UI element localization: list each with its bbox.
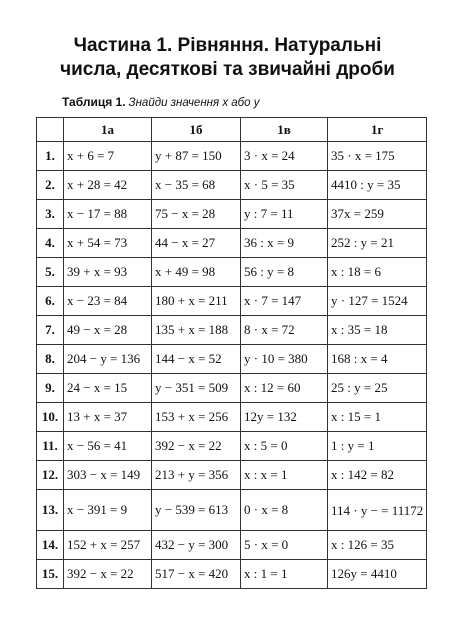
row-number: 2. bbox=[37, 171, 64, 200]
equation-cell: x · 7 = 147 bbox=[241, 287, 328, 316]
equation-cell: 432 − y = 300 bbox=[152, 531, 241, 560]
page-heading bbox=[0, 34, 455, 82]
equation-cell: 213 + y = 356 bbox=[152, 461, 241, 490]
equation-cell: 152 + x = 257 bbox=[64, 531, 152, 560]
column-header: 1г bbox=[328, 118, 427, 142]
equation-cell: 180 + x = 211 bbox=[152, 287, 241, 316]
equation-cell: 39 + x = 93 bbox=[64, 258, 152, 287]
equation-cell: 75 − x = 28 bbox=[152, 200, 241, 229]
equation-cell: 12y = 132 bbox=[241, 403, 328, 432]
row-number: 1. bbox=[37, 142, 64, 171]
row-number: 12. bbox=[37, 461, 64, 490]
equation-cell: 25 : y = 25 bbox=[328, 374, 427, 403]
equation-cell: y · 10 = 380 bbox=[241, 345, 328, 374]
equation-cell: x − 23 = 84 bbox=[64, 287, 152, 316]
table-row bbox=[37, 374, 427, 403]
table-row bbox=[37, 200, 427, 229]
equation-cell: 144 − x = 52 bbox=[152, 345, 241, 374]
equation-cell: x · 5 = 35 bbox=[241, 171, 328, 200]
equation-cell: x : 12 = 60 bbox=[241, 374, 328, 403]
equation-cell: x : 126 = 35 bbox=[328, 531, 427, 560]
equation-cell: x − 35 = 68 bbox=[152, 171, 241, 200]
equation-cell: x : 142 = 82 bbox=[328, 461, 427, 490]
equation-cell: y − 351 = 509 bbox=[152, 374, 241, 403]
table-row bbox=[37, 531, 427, 560]
equation-cell: 8 · x = 72 bbox=[241, 316, 328, 345]
equation-cell: x : 5 = 0 bbox=[241, 432, 328, 461]
equation-cell: x + 6 = 7 bbox=[64, 142, 152, 171]
equation-cell: 303 − x = 149 bbox=[64, 461, 152, 490]
equation-cell: x + 49 = 98 bbox=[152, 258, 241, 287]
equation-cell: x : 35 = 18 bbox=[328, 316, 427, 345]
equation-cell: 35 · x = 175 bbox=[328, 142, 427, 171]
equation-cell: 4410 : y = 35 bbox=[328, 171, 427, 200]
equation-cell: x : 18 = 6 bbox=[328, 258, 427, 287]
heading-line-1: Частина 1. Рівняння. Натуральні bbox=[73, 35, 382, 56]
equation-cell: x : 1 = 1 bbox=[241, 560, 328, 589]
equation-cell: 13 + x = 37 bbox=[64, 403, 152, 432]
equation-cell: 36 : x = 9 bbox=[241, 229, 328, 258]
table-row bbox=[37, 316, 427, 345]
row-number: 15. bbox=[37, 560, 64, 589]
equation-cell: x − 56 = 41 bbox=[64, 432, 152, 461]
equation-cell: 126y = 4410 bbox=[328, 560, 427, 589]
row-number: 8. bbox=[37, 345, 64, 374]
row-number: 6. bbox=[37, 287, 64, 316]
row-number: 14. bbox=[37, 531, 64, 560]
table-row bbox=[37, 403, 427, 432]
table-row bbox=[37, 142, 427, 171]
row-number: 11. bbox=[37, 432, 64, 461]
table-row bbox=[37, 345, 427, 374]
row-number: 10. bbox=[37, 403, 64, 432]
equation-cell: 392 − x = 22 bbox=[152, 432, 241, 461]
table-row bbox=[37, 258, 427, 287]
table-row bbox=[37, 229, 427, 258]
equation-cell: x − 17 = 88 bbox=[64, 200, 152, 229]
table-row bbox=[37, 432, 427, 461]
equation-cell: 114 · y − = 11172 bbox=[328, 490, 427, 531]
table-row bbox=[37, 490, 427, 531]
heading-line-2: числа, десяткові та звичайні дроби bbox=[60, 59, 395, 80]
equations-table bbox=[36, 117, 427, 589]
table-row bbox=[37, 287, 427, 316]
table-row bbox=[37, 461, 427, 490]
row-number: 3. bbox=[37, 200, 64, 229]
equation-cell: 153 + x = 256 bbox=[152, 403, 241, 432]
row-number: 13. bbox=[37, 490, 64, 531]
equation-cell: 49 − x = 28 bbox=[64, 316, 152, 345]
header-corner bbox=[37, 118, 64, 142]
row-number: 4. bbox=[37, 229, 64, 258]
caption-text: Знайди значення x або y bbox=[128, 97, 260, 109]
equation-cell: y : 7 = 11 bbox=[241, 200, 328, 229]
equation-cell: x : 15 = 1 bbox=[328, 403, 427, 432]
table-row bbox=[37, 171, 427, 200]
row-number: 9. bbox=[37, 374, 64, 403]
caption-label: Таблиця 1. bbox=[62, 95, 126, 109]
equation-cell: 252 : y = 21 bbox=[328, 229, 427, 258]
equation-cell: x : x = 1 bbox=[241, 461, 328, 490]
column-header: 1в bbox=[241, 118, 328, 142]
equation-cell: 24 − x = 15 bbox=[64, 374, 152, 403]
column-header: 1а bbox=[64, 118, 152, 142]
table-caption bbox=[62, 95, 259, 110]
table-header-row bbox=[37, 118, 427, 142]
equation-cell: y · 127 = 1524 bbox=[328, 287, 427, 316]
equation-cell: 44 − x = 27 bbox=[152, 229, 241, 258]
column-header: 1б bbox=[152, 118, 241, 142]
equation-cell: 204 − y = 136 bbox=[64, 345, 152, 374]
equation-cell: 168 : x = 4 bbox=[328, 345, 427, 374]
row-number: 5. bbox=[37, 258, 64, 287]
equation-cell: 135 + x = 188 bbox=[152, 316, 241, 345]
equation-cell: 3 · x = 24 bbox=[241, 142, 328, 171]
equation-cell: x + 54 = 73 bbox=[64, 229, 152, 258]
equation-cell: 56 : y = 8 bbox=[241, 258, 328, 287]
equation-cell: x + 28 = 42 bbox=[64, 171, 152, 200]
table-row bbox=[37, 560, 427, 589]
row-number: 7. bbox=[37, 316, 64, 345]
equation-cell: 392 − x = 22 bbox=[64, 560, 152, 589]
equation-cell: y + 87 = 150 bbox=[152, 142, 241, 171]
equation-cell: 1 : y = 1 bbox=[328, 432, 427, 461]
equation-cell: x − 391 = 9 bbox=[64, 490, 152, 531]
equation-cell: 0 · x = 8 bbox=[241, 490, 328, 531]
equation-cell: 517 − x = 420 bbox=[152, 560, 241, 589]
equation-cell: y − 539 = 613 bbox=[152, 490, 241, 531]
equation-cell: 37x = 259 bbox=[328, 200, 427, 229]
equation-cell: 5 · x = 0 bbox=[241, 531, 328, 560]
